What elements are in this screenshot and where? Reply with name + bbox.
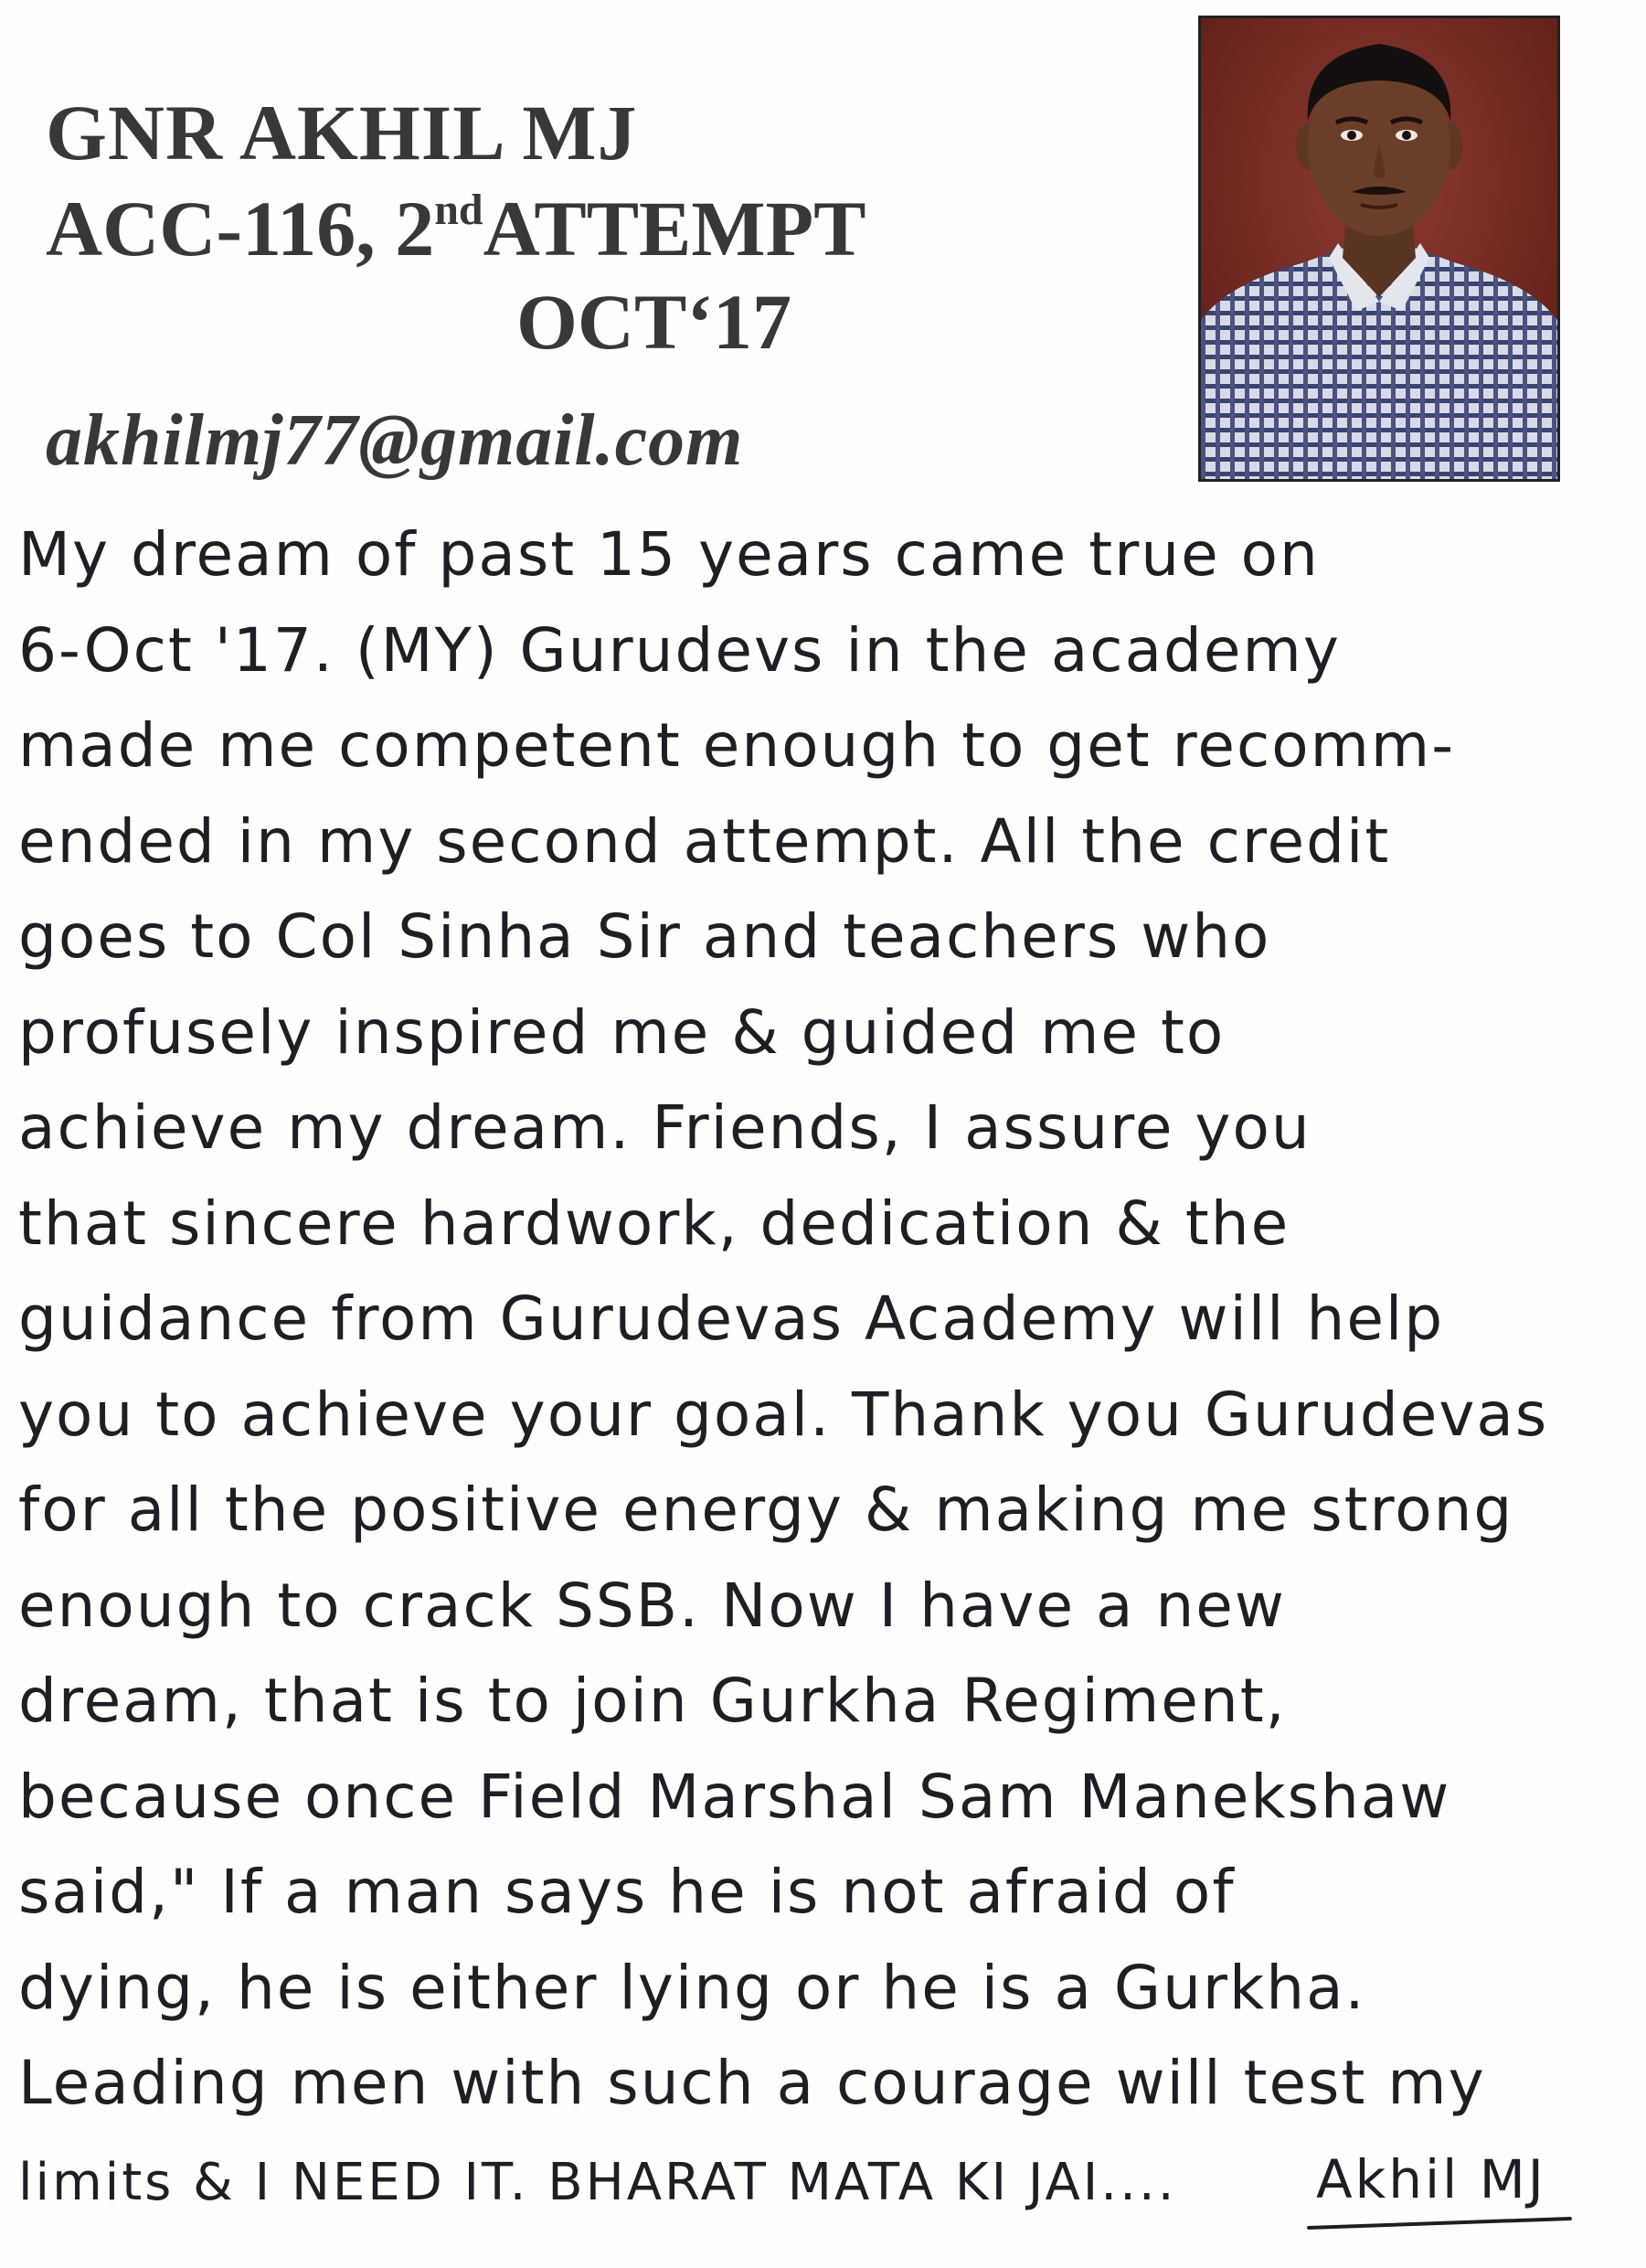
course-suffix: ATTEMPT: [483, 185, 866, 272]
note-line: My dream of past 15 years came true on: [18, 519, 1320, 590]
note-line: dying, he is either lying or he is a Gurkha.: [18, 1952, 1366, 2023]
portrait-photo: [1198, 16, 1560, 482]
note-line: because once Field Marshal Sam Manekshaw: [18, 1761, 1451, 1832]
note-line: goes to Col Sinha Sir and teachers who: [18, 901, 1271, 972]
closing-line: limits & I NEED IT. BHARAT MATA KI JAI....: [18, 2152, 1177, 2212]
student-name: GNR AKHIL MJ: [46, 89, 638, 176]
email-address: akhilmj77@gmail.com: [46, 400, 744, 481]
result-date: OCT‘17: [516, 278, 791, 366]
course-attempt: [46, 183, 1142, 274]
portrait-photo-icon: [1201, 18, 1557, 479]
note-line: achieve my dream. Friends, I assure you: [18, 1092, 1311, 1163]
note-line: dream, that is to join Gurkha Regiment,: [18, 1666, 1287, 1736]
closing-row: [18, 2132, 1627, 2228]
note-line: enough to crack SSB. Now I have a new: [18, 1570, 1286, 1641]
note-line: that sincere hardwork, dedication & the: [18, 1187, 1290, 1259]
header-block: [46, 87, 1142, 486]
signature: Akhil MJ: [1316, 2147, 1546, 2210]
note-line: Leading men with such a courage will test my: [18, 2048, 1486, 2118]
note-line: profusely inspired me & guided me to: [18, 996, 1226, 1068]
note-line: you to achieve your goal. Thank you Gurudevas: [18, 1379, 1549, 1450]
note-line: for all the positive energy & making me strong: [18, 1475, 1514, 1545]
note-line: ended in my second attempt. All the credit: [18, 805, 1391, 877]
note-line: said," If a man says he is not afraid of: [18, 1857, 1236, 1927]
course-superscript: nd: [434, 186, 483, 234]
handwritten-testimonial: [18, 507, 1627, 2227]
note-line: 6-Oct '17. (MY) Gurudevs in the academy: [18, 614, 1341, 686]
note-line: made me competent enough to get recomm-: [18, 710, 1456, 781]
note-line: guidance from Gurudevas Academy will help: [18, 1283, 1445, 1354]
course-prefix: ACC-116, 2: [46, 185, 435, 272]
